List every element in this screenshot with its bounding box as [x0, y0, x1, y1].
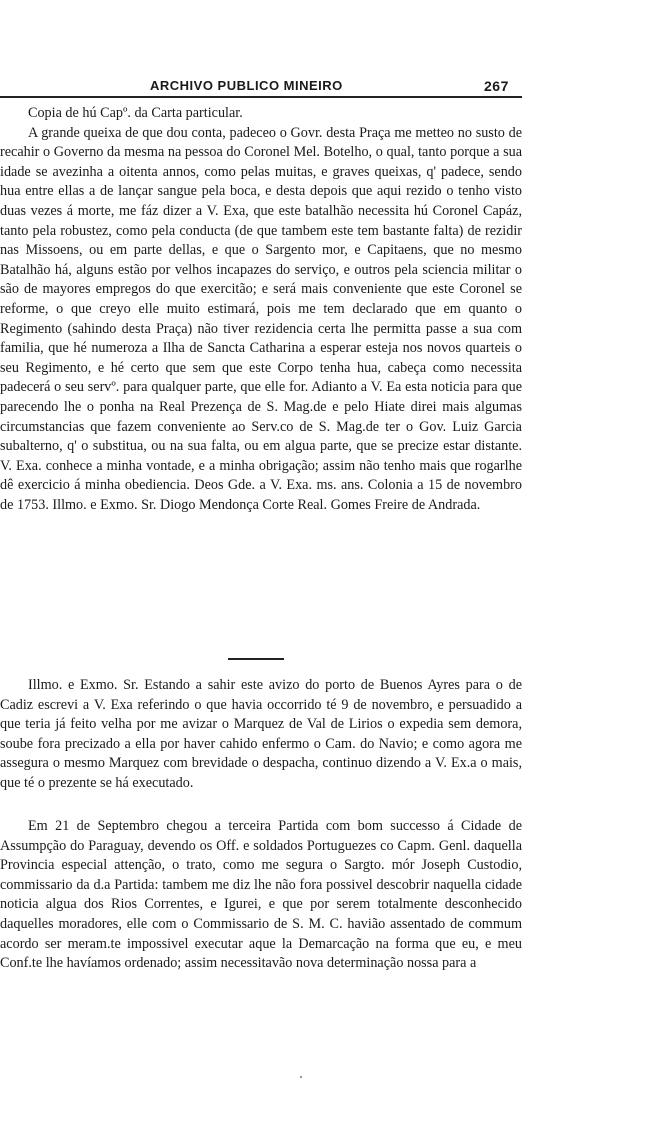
section-separator	[228, 658, 284, 660]
header-rule	[0, 96, 522, 98]
letter-1-heading: Copia de hú Capº. da Carta particular.	[28, 105, 243, 121]
header-title: ARCHIVO PUBLICO MINEIRO	[150, 78, 343, 93]
letter-2-para-2: Em 21 de Septembro chegou a terceira Partida com bom successo á Cidade de Assumpção do Paraguay, devendo os Off. e soldados Portuguezes co Capm. Genl. daquella Provincia especial attenção, o trato, como me segura o Sargto. mór Joseph Custodio, commissario da d.a Partida: tambem me diz lhe não fora possivel descobrir naquella cidade noticia algua dos Rios Correntes, e Igurei, e que por serem totalmente desconhecido daquelles moradores, elle com o Commissario de S. M. C. havião assentado de commum acordo ser meram.te impossivel executar aque la Demarcação na forma que eu, e meu Conf.te lhe havíamos ordenado; assim necessitavão nova determinação nossa para a	[0, 818, 522, 972]
letter-2-para-1: Illmo. e Exmo. Sr. Estando a sahir este avizo do porto de Buenos Ayres para o de Cadiz escrevi a V. Exa referindo o que havia occorrido té 9 de novembro, e persuadido a que teria já feito velha por me avizar o Marquez de Val de Lirios o expedia sem demora, soube fora precizado a ella por haver cahido enfermo o Cam. do Navio; e como agora me assegura o mesmo Marquez com brevidade o despacha, continuo dizendo a V. Ex.a o mais, que té o prezente se há executado.	[0, 677, 522, 791]
letter-2-paragraph-2	[0, 817, 522, 974]
letter-1	[0, 104, 522, 515]
letter-1-body: A grande queixa de que dou conta, padeceo o Govr. desta Praça me metteo no susto de recahir o Governo da mesma na pessoa do Coronel Mel. Botelho, o qual, tanto porque a sua idade se avezinha a oitenta annos, como pelas muitas, e graves queixas, q' padece, sendo hua entre ellas a de lançar sangue pela boca, e desta depois que aqui rezido o tenho visto duas vezes á morte, me fáz dizer a V. Exa, que este batalhão necessita hú Coronel Capáz, tanto pela robustez, como pela conducta (de que tambem este tem bastante falta) de rezidir nas Missoens, ou em parte dellas, e que o Sargento mor, e Capitaens, que no mesmo Batalhão há, alguns estão por velhos incapazes do serviço, e outros pela sciencia militar o são de mayores empregos do que exercitão; e será mais conveniente que este Coronel se reforme, o que creyo elle muito estimará, pois me tem declarado que em quanto o Regimento (sahindo desta Praça) não tiver rezidencia certa lhe permitta passe a sua com familia, que hé numeroza a Ilha de Sancta Catharina a esperar esteja nos novos quarteis o seu Regimento, e hé certo que sem que este Corpo tenha hua, cabeça como necessita padecerá o seu servº. para qualquer parte, que elle for. Adianto a V. Ea esta noticia para que parecendo lhe o ponha na Real Prezença de S. Mag.de e pelo Hiate direi mais algumas circumstancias que fazem conveniente ao Serv.co de S. Mag.de ter o Gov. Luiz Garcia subalterno, q' o substitua, ou na sua falta, ou em algua parte, que se precize estar distante. V. Exa. conhece a minha vontade, e a minha obrigação; assim não tenho mais que rogarlhe dê exercicio á minha obediencia. Deos Gde. a V. Exa. ms. ans. Colonia a 15 de novembro de 1753. Illmo. e Exmo. Sr. Diogo Mendonça Corte Real. Gomes Freire de Andrada.	[0, 124, 522, 513]
page-number: 267	[484, 78, 509, 94]
stray-mark	[300, 1076, 302, 1078]
running-header	[0, 76, 560, 96]
letter-2-paragraph-1	[0, 676, 522, 794]
